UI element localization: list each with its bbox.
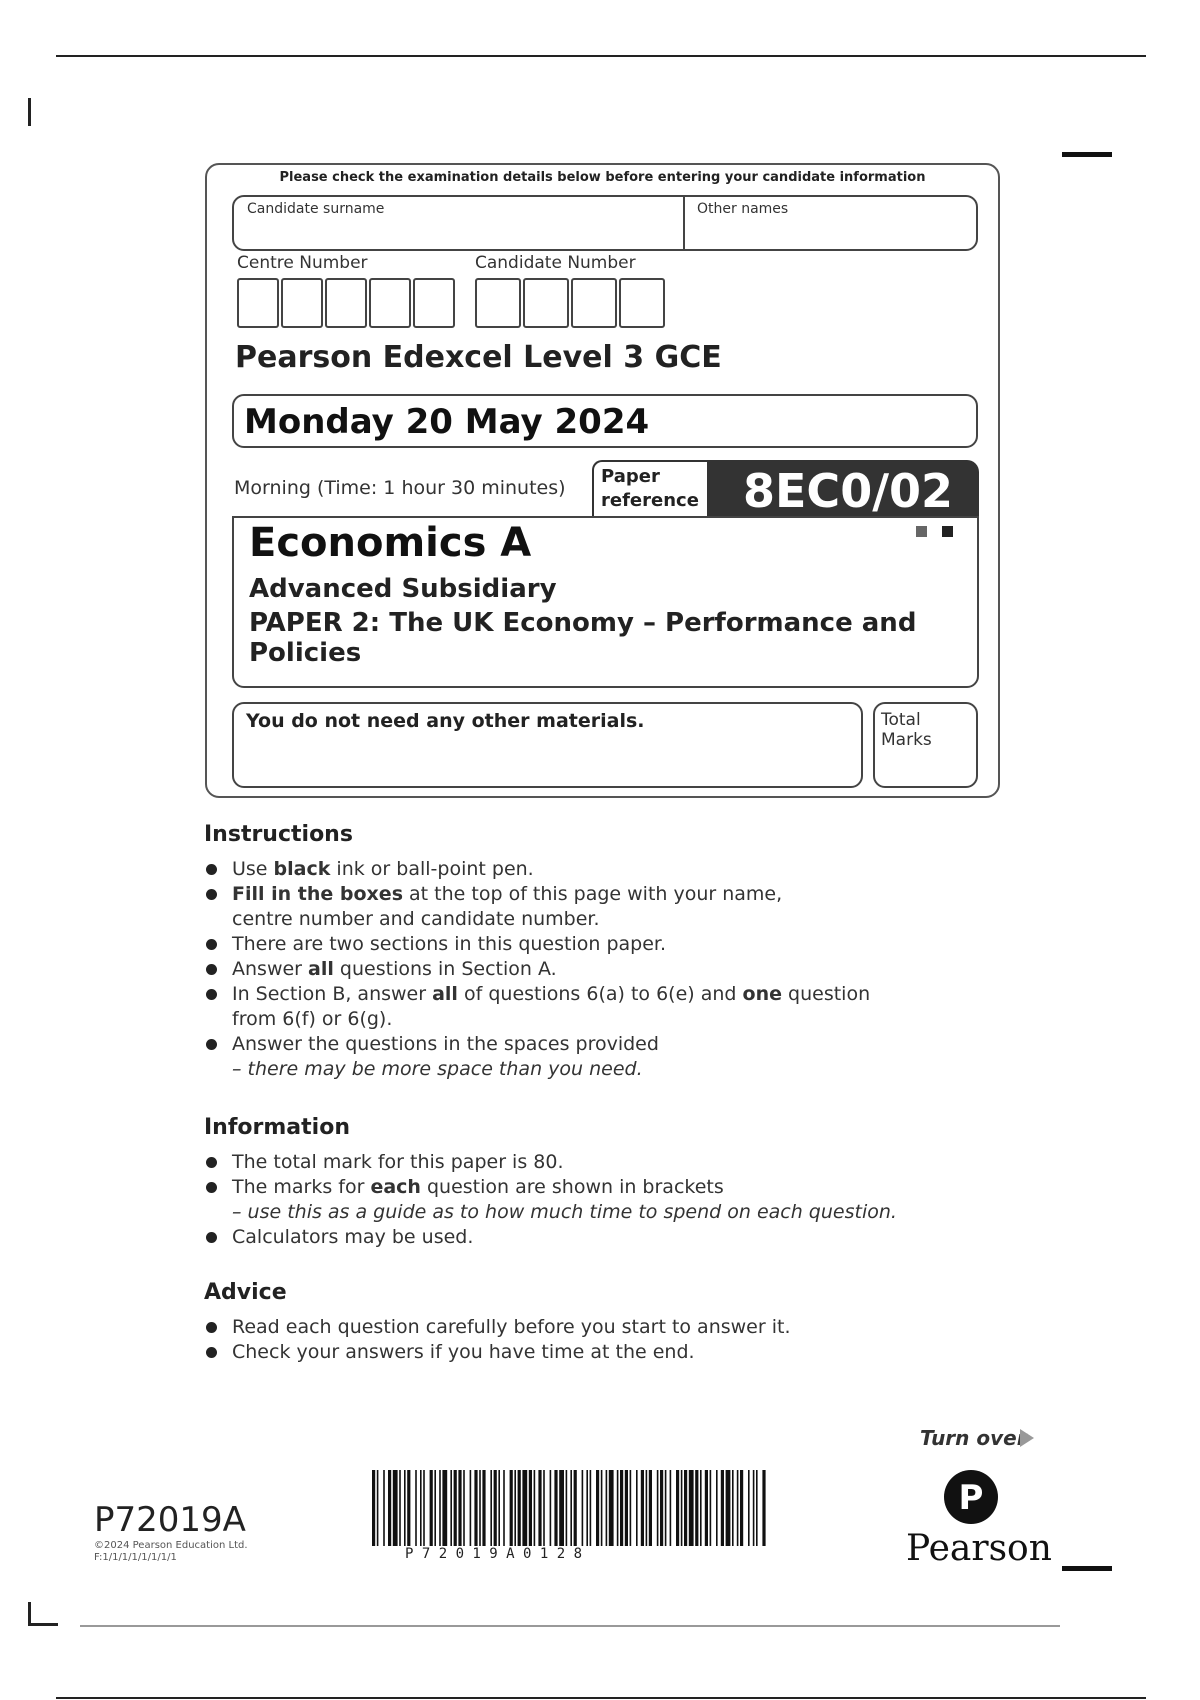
- advice-list: [204, 1315, 1064, 1365]
- barcode-bar: [503, 1470, 505, 1546]
- copyright-note: ©2024 Pearson Education Ltd.: [94, 1540, 248, 1551]
- bottom-rule: [56, 1697, 1146, 1699]
- barcode-bar: [434, 1470, 436, 1546]
- list-item-text: [232, 857, 1064, 882]
- text-segment: The total mark for this paper is 80.: [232, 1151, 564, 1173]
- barcode-bar: [494, 1470, 497, 1546]
- barcode-bar: [442, 1470, 447, 1546]
- other-names-label: Other names: [697, 201, 789, 217]
- digit-box[interactable]: [281, 278, 323, 328]
- barcode-bar: [657, 1470, 659, 1546]
- list-item: [204, 1175, 1064, 1225]
- materials-box: [232, 702, 863, 788]
- list-item: [204, 1150, 1064, 1175]
- bullet-icon: [206, 889, 217, 900]
- bullet-icon: [206, 864, 217, 875]
- barcode-bar: [498, 1470, 500, 1546]
- barcode-bar: [574, 1470, 577, 1546]
- list-item: [204, 1225, 1064, 1250]
- barcode-bar: [756, 1470, 758, 1546]
- candidate-number-boxes[interactable]: [475, 278, 667, 328]
- bullet-icon: [206, 1232, 217, 1243]
- list-item: [204, 982, 1064, 1032]
- bullet-icon: [206, 939, 217, 950]
- barcode-bar: [490, 1470, 492, 1546]
- square-marker-icon: [942, 526, 953, 537]
- bullet-icon: [206, 1157, 217, 1168]
- barcode-bar: [740, 1470, 743, 1546]
- digit-box[interactable]: [325, 278, 367, 328]
- list-item-continuation: from 6(f) or 6(g).: [232, 1008, 393, 1030]
- bullet-icon: [206, 1182, 217, 1193]
- exam-session: Morning (Time: 1 hour 30 minutes): [234, 477, 566, 499]
- barcode-bar: [415, 1470, 417, 1546]
- barcode-bar: [676, 1470, 679, 1546]
- list-item: [204, 1340, 1064, 1365]
- barcode-bar: [636, 1470, 638, 1546]
- text-segment: black: [273, 858, 331, 880]
- barcode-bar: [620, 1470, 623, 1546]
- crop-mark: [28, 98, 31, 126]
- text-segment: question are shown in brackets: [420, 1176, 724, 1198]
- barcode-bar: [625, 1470, 628, 1546]
- crop-mark: [28, 1623, 58, 1626]
- barcode-bar: [399, 1470, 401, 1546]
- advice-heading: Advice: [204, 1280, 287, 1305]
- text-segment: Answer the questions in the spaces provided: [232, 1033, 659, 1055]
- barcode-bar: [737, 1470, 739, 1546]
- barcode-bar: [554, 1470, 557, 1546]
- barcode-bar: [566, 1470, 568, 1546]
- text-segment: Use: [232, 858, 274, 880]
- text-segment: each: [370, 1176, 421, 1198]
- list-item-text: [232, 1315, 1064, 1340]
- text-segment: question: [781, 983, 871, 1005]
- print-code: F:1/1/1/1/1/1/1/1: [94, 1552, 177, 1563]
- text-segment: Answer: [232, 958, 309, 980]
- barcode-bar: [660, 1470, 663, 1546]
- digit-box[interactable]: [237, 278, 279, 328]
- paper-title: PAPER 2: The UK Economy – Performance and Policies: [249, 608, 917, 668]
- pearson-logo-icon: [944, 1470, 998, 1524]
- list-item-text: [232, 932, 1064, 957]
- barcode-bar: [474, 1470, 477, 1546]
- barcode-bar: [705, 1470, 708, 1546]
- barcode-bar: [681, 1470, 683, 1546]
- text-segment: Calculators may be used.: [232, 1226, 474, 1248]
- barcode-bar: [407, 1470, 410, 1546]
- list-item-continuation: – use this as a guide as to how much time to spend on each question.: [232, 1201, 897, 1223]
- barcode-bar: [665, 1470, 667, 1546]
- barcode-bar: [463, 1470, 465, 1546]
- barcode-bar: [606, 1470, 608, 1546]
- barcode-bar: [458, 1470, 461, 1546]
- barcode-bar: [570, 1470, 572, 1546]
- paper-code: P72019A: [94, 1500, 246, 1540]
- barcode-bar: [601, 1470, 603, 1546]
- barcode-bar: [753, 1470, 755, 1546]
- barcode-bar: [670, 1470, 672, 1546]
- subject-box: [232, 516, 979, 688]
- exam-date: Monday 20 May 2024: [244, 402, 650, 442]
- paper-reference-label-line2: reference: [601, 490, 699, 511]
- total-marks-label: Total Marks: [881, 710, 932, 750]
- instructions-list: [204, 857, 1064, 1082]
- barcode-bar: [518, 1470, 521, 1546]
- footer-rule: [80, 1625, 1060, 1627]
- barcode-bar: [439, 1470, 441, 1546]
- centre-number-boxes[interactable]: [237, 278, 457, 328]
- barcode-bar: [732, 1470, 734, 1546]
- list-item-text: [232, 982, 1064, 1007]
- text-segment: Check your answers if you have time at the end.: [232, 1341, 695, 1363]
- bullet-icon: [206, 964, 217, 975]
- barcode-bar: [716, 1470, 718, 1546]
- information-heading: Information: [204, 1115, 350, 1140]
- barcode-bar: [700, 1470, 702, 1546]
- barcode-bar: [538, 1470, 541, 1546]
- paper-reference-label-line1: Paper: [601, 466, 660, 487]
- digit-box[interactable]: [619, 278, 665, 328]
- barcode-bar: [482, 1470, 485, 1546]
- candidate-surname-label: Candidate surname: [247, 201, 385, 217]
- barcode-bar: [748, 1470, 750, 1546]
- barcode-bar: [721, 1470, 724, 1546]
- candidate-details-panel: [205, 163, 1000, 798]
- barcode-bar: [534, 1470, 536, 1546]
- barcode-bar: [393, 1470, 398, 1546]
- list-item: [204, 932, 1064, 957]
- list-item-text: [232, 1032, 1064, 1057]
- barcode-bar: [649, 1470, 652, 1546]
- candidate-number-label: Candidate Number: [475, 253, 636, 273]
- materials-note: You do not need any other materials.: [246, 710, 645, 732]
- digit-box[interactable]: [413, 278, 455, 328]
- digit-box[interactable]: [523, 278, 569, 328]
- list-item-text: [232, 1175, 1064, 1200]
- list-item: [204, 882, 1064, 932]
- barcode-bar: [586, 1470, 588, 1546]
- barcode-bar: [514, 1470, 516, 1546]
- advice-section: [204, 1280, 1064, 1365]
- text-segment: Fill in the boxes: [232, 883, 403, 905]
- text-segment: all: [432, 983, 458, 1005]
- qualification-level: Pearson Edexcel Level 3 GCE: [235, 340, 722, 375]
- digit-box[interactable]: [571, 278, 617, 328]
- arrow-right-icon: [1020, 1429, 1034, 1447]
- barcode-bar: [559, 1470, 564, 1546]
- barcode-bar: [450, 1470, 452, 1546]
- text-segment: The marks for: [232, 1176, 371, 1198]
- barcode-bar: [529, 1470, 532, 1546]
- list-item: [204, 957, 1064, 982]
- barcode-bar: [470, 1470, 472, 1546]
- paper-reference-code: 8EC0/02: [707, 460, 979, 518]
- barcode-bar: [543, 1470, 545, 1546]
- barcode-bar: [630, 1470, 632, 1546]
- information-list: [204, 1150, 1064, 1250]
- list-item-text: [232, 1340, 1064, 1365]
- turn-over-label: Turn over: [920, 1426, 1027, 1450]
- barcode-bar: [377, 1470, 379, 1546]
- barcode-bar: [689, 1470, 694, 1546]
- barcode-bar: [617, 1470, 619, 1546]
- barcode-bar: [684, 1470, 687, 1546]
- barcode-bar: [582, 1470, 584, 1546]
- top-rule: [56, 55, 1146, 57]
- paper-reference-label: [592, 460, 707, 518]
- timing-mark: [1062, 1566, 1112, 1571]
- list-item-continuation: – there may be more space than you need.: [232, 1058, 643, 1080]
- bullet-icon: [206, 1039, 217, 1050]
- list-item: [204, 1315, 1064, 1340]
- barcode-bar: [726, 1470, 731, 1546]
- instructions-heading: Instructions: [204, 822, 353, 847]
- text-segment: of questions 6(a) to 6(e) and: [457, 983, 743, 1005]
- list-item-text: [232, 1225, 1064, 1250]
- list-item: [204, 857, 1064, 882]
- barcode-bar: [550, 1470, 552, 1546]
- text-segment: Read each question carefully before you start to answer it.: [232, 1316, 791, 1338]
- timing-mark: [1062, 152, 1112, 157]
- digit-box[interactable]: [369, 278, 411, 328]
- candidate-surname-field[interactable]: [232, 195, 685, 251]
- text-segment: all: [308, 958, 334, 980]
- list-item-text: [232, 882, 1064, 907]
- pearson-logo-text: Pearson: [906, 1528, 1052, 1569]
- text-segment: questions in Section A.: [333, 958, 557, 980]
- centre-number-label: Centre Number: [237, 253, 368, 273]
- barcode-bar: [762, 1470, 765, 1546]
- text-segment: one: [742, 983, 782, 1005]
- barcode-bar: [590, 1470, 592, 1546]
- barcode: [372, 1470, 766, 1546]
- barcode-bar: [404, 1470, 406, 1546]
- instructions-section: [204, 822, 1064, 1082]
- bullet-icon: [206, 1322, 217, 1333]
- square-marker-icon: [916, 526, 927, 537]
- barcode-bar: [430, 1470, 433, 1546]
- list-item-text: [232, 957, 1064, 982]
- barcode-bar: [454, 1470, 457, 1546]
- barcode-text: P 7 2 0 1 9 A 0 1 2 8: [405, 1546, 583, 1562]
- check-details-note: Please check the examination details below before entering your candidate information: [279, 170, 926, 185]
- bullet-icon: [206, 1347, 217, 1358]
- text-segment: In Section B, answer: [232, 983, 433, 1005]
- list-item-continuation: centre number and candidate number.: [232, 908, 600, 930]
- text-segment: There are two sections in this question paper.: [232, 933, 667, 955]
- barcode-bar: [609, 1470, 614, 1546]
- bullet-icon: [206, 989, 217, 1000]
- barcode-bar: [710, 1470, 712, 1546]
- barcode-bar: [372, 1470, 375, 1546]
- barcode-bar: [596, 1470, 599, 1546]
- barcode-bar: [420, 1470, 422, 1546]
- exam-date-box: [232, 394, 978, 448]
- barcode-bar: [646, 1470, 648, 1546]
- barcode-bar: [641, 1470, 644, 1546]
- barcode-bar: [479, 1470, 481, 1546]
- barcode-bar: [522, 1470, 527, 1546]
- information-section: [204, 1115, 1064, 1250]
- other-names-field[interactable]: [683, 195, 978, 251]
- list-item: [204, 1032, 1064, 1082]
- logo-letter: P: [958, 1478, 984, 1518]
- barcode-bar: [388, 1470, 391, 1546]
- list-item-text: [232, 1150, 1064, 1175]
- total-marks-box: [873, 702, 978, 788]
- barcode-bar: [695, 1470, 698, 1546]
- barcode-bar: [510, 1470, 513, 1546]
- text-segment: at the top of this page with your name,: [403, 883, 783, 905]
- digit-box[interactable]: [475, 278, 521, 328]
- subject-title: Economics A: [249, 520, 532, 566]
- subject-subtitle: Advanced Subsidiary: [249, 574, 557, 604]
- barcode-bar: [423, 1470, 425, 1546]
- barcode-bar: [383, 1470, 385, 1546]
- text-segment: ink or ball-point pen.: [330, 858, 534, 880]
